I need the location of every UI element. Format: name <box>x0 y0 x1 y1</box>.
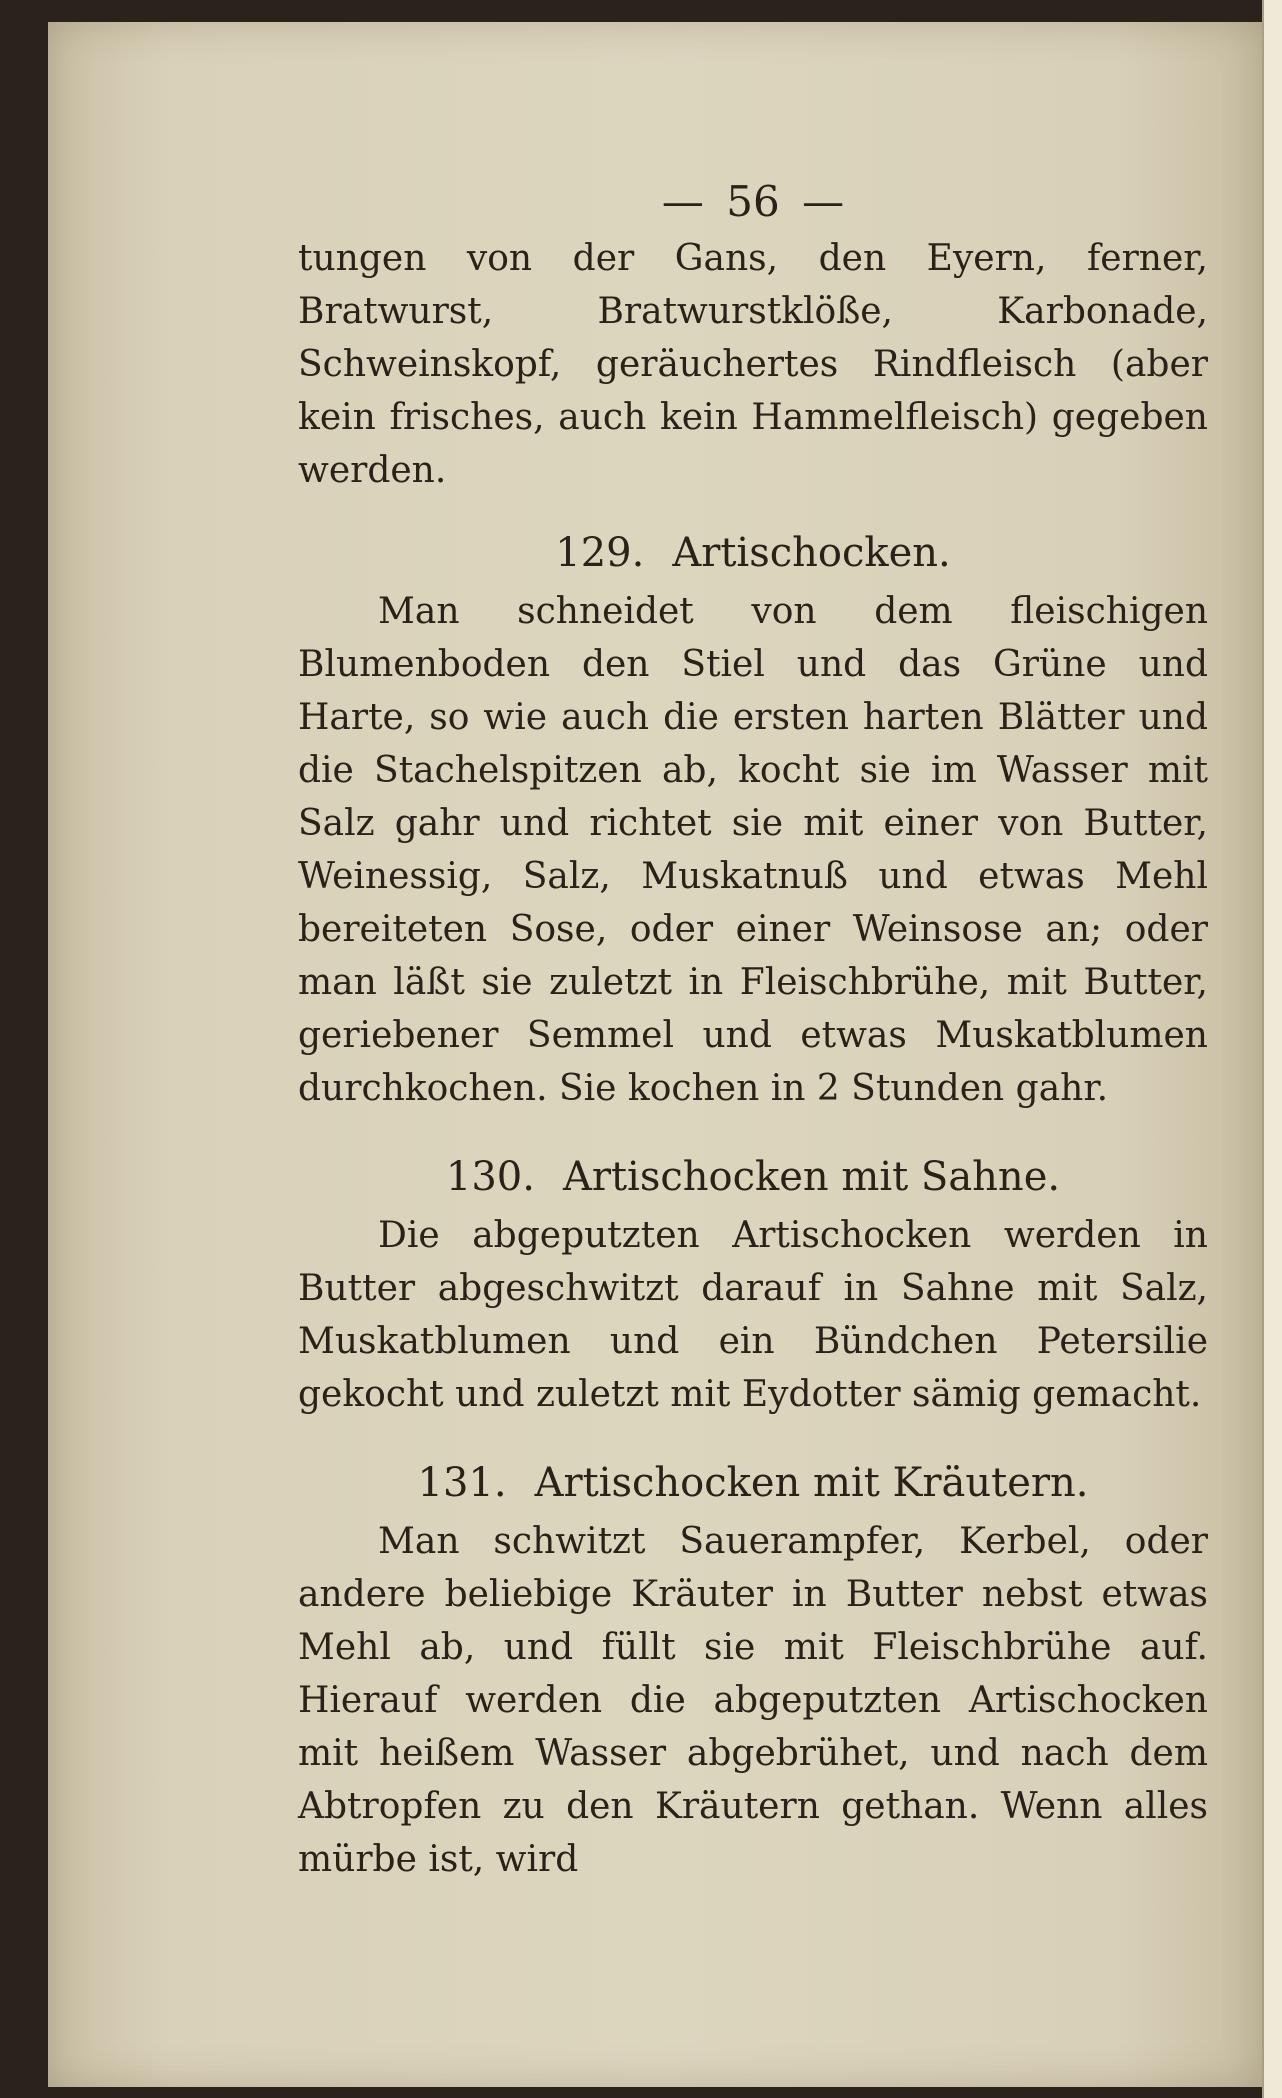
head-dash-left: — <box>661 177 704 226</box>
recipe-heading-131 <box>298 1455 1208 1511</box>
recipe-title: Artischocken. <box>672 530 951 576</box>
recipe-number: 130. <box>445 1154 535 1200</box>
recipe-number: 129. <box>555 530 645 576</box>
paper-page <box>48 22 1263 2087</box>
recipe-title: Artischocken mit Sahne. <box>562 1154 1061 1200</box>
continuation-paragraph: tungen von der Gans, den Eyern, ferner, Bratwurst, Bratwurstklöße, Karbonade, Schweinskopf, geräuchertes Rindfleisch (aber kein frisches, auch kein Hammelfleisch) gegeben werden. <box>298 238 1208 491</box>
recipe-title: Artischocken mit Kräutern. <box>534 1460 1089 1506</box>
recipe-text-129: Man schneidet von dem fleischigen Blumenboden den Stiel und das Grüne und Harte, so wie auch die ersten harten Blätter und die Stachelspitzen ab, kocht sie im Wasser mit Salz gahr und richtet sie mit einer von Butter, Weinessig, Salz, Muskatnuß und etwas Mehl bereiteten Sose, oder einer Weinsose an; oder man läßt sie zuletzt in Fleischbrühe, mit Butter, geriebener Semmel und etwas Muskatblumen durchkochen. Sie kochen in 2 Stunden gahr. <box>298 591 1208 1109</box>
head-dash-right: — <box>802 177 845 226</box>
running-head <box>298 172 1208 232</box>
next-page-edge <box>1262 0 1282 2098</box>
recipe-heading-130 <box>298 1149 1208 1205</box>
page-text <box>298 172 1208 1886</box>
recipe-heading-129 <box>298 525 1208 581</box>
recipe-number: 131. <box>417 1460 507 1506</box>
recipe-text-131: Man schwitzt Sauerampfer, Kerbel, oder andere beliebige Kräuter in Butter nebst etwas Mehl ab, und füllt sie mit Fleischbrühe auf. Hierauf werden die abgeputzten Artischocken mit heißem Wasser abgebrühet, und nach dem Abtropfen zu den Kräutern gethan. Wenn alles mürbe ist, wird <box>298 1521 1208 1880</box>
recipe-text-130: Die abgeputzten Artischocken werden in Butter abgeschwitzt darauf in Sahne mit Salz, Muskatblumen und ein Bündchen Petersilie gekocht und zuletzt mit Eydotter sämig gemacht. <box>298 1215 1208 1415</box>
page-number: 56 <box>726 177 780 226</box>
